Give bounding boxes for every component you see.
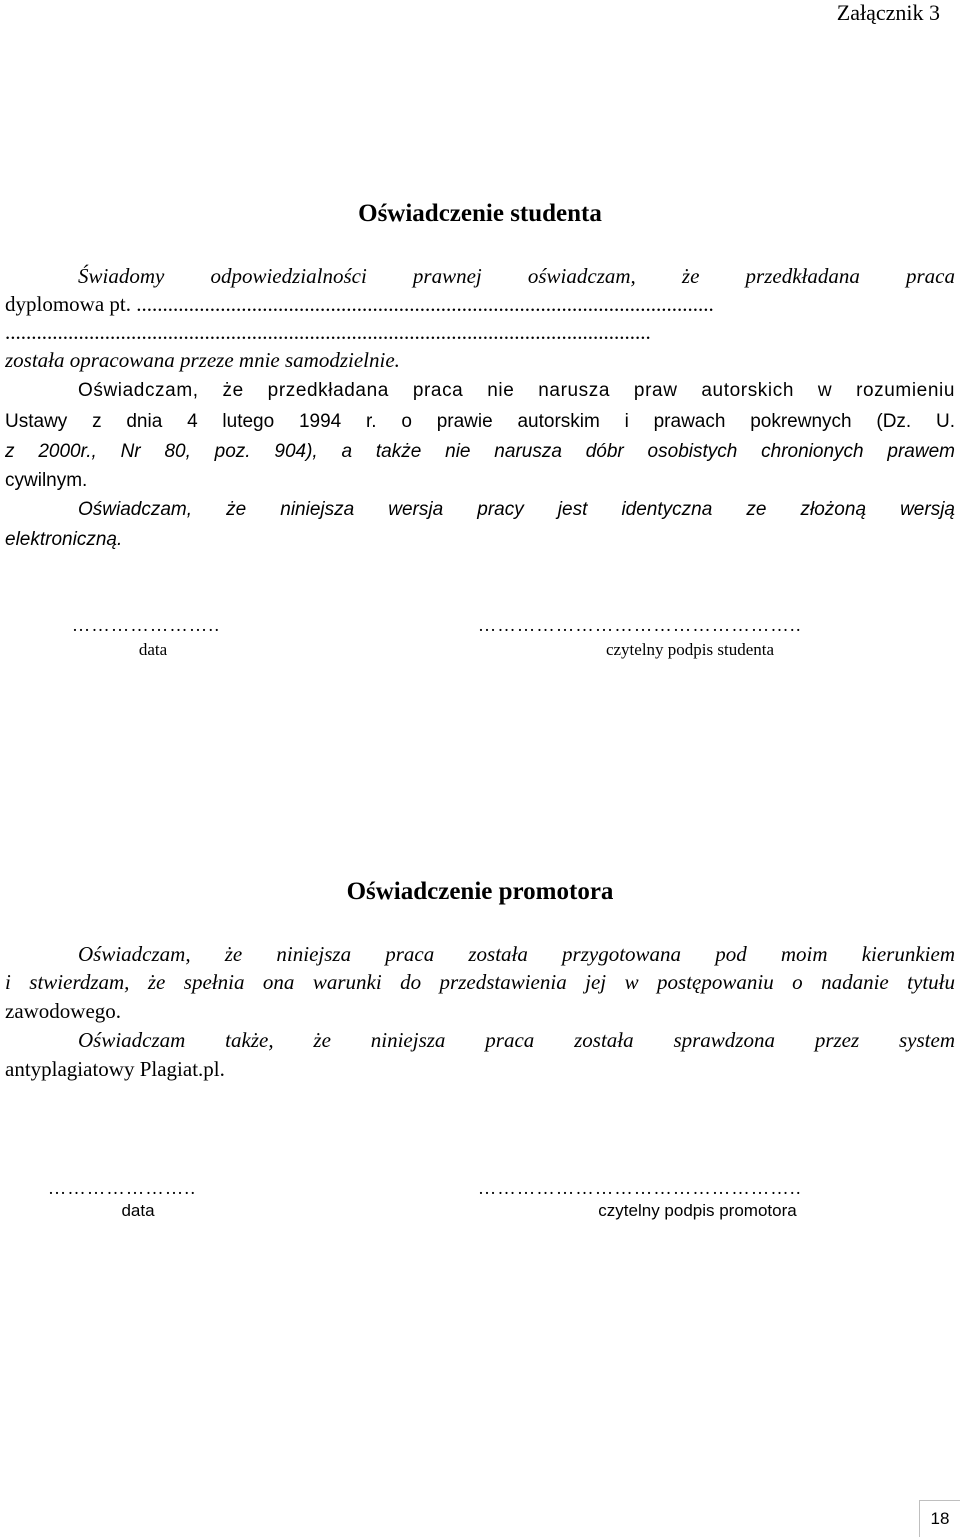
student-declaration-title: Oświadczenie studenta: [358, 200, 602, 227]
supervisor-line-2: i stwierdzam, że spełnia ona warunki do przedstawienia jej w postępowaniu o nadanie tytułu: [5, 970, 955, 994]
supervisor-signature-dots: …………………………………………..: [478, 1178, 802, 1198]
student-line-6: Ustawy z dnia 4 lutego 1994 r. o prawie autorskim i prawach pokrewnych (Dz. U.: [5, 411, 955, 432]
supervisor-signature-label: czytelny podpis promotora: [598, 1201, 797, 1220]
supervisor-line-5: antyplagiatowy Plagiat.pl.: [5, 1057, 225, 1081]
student-line-3: ...........................................................................................................................: [5, 320, 651, 344]
student-line-4: została opracowana przeze mnie samodzielnie.: [5, 348, 400, 372]
student-line-9: Oświadczam, że niniejsza wersja pracy jest identyczna ze złożoną wersją: [78, 499, 955, 520]
student-line-7: z 2000r., Nr 80, poz. 904), a także nie narusza dóbr osobistych chronionych prawem: [5, 441, 955, 462]
student-line-2: dyplomowa pt. ..............................................................................................................: [5, 292, 714, 316]
student-line-10: elektroniczną.: [5, 529, 123, 550]
supervisor-declaration-title: Oświadczenie promotora: [346, 878, 614, 905]
student-signature-label: czytelny podpis studenta: [605, 640, 775, 659]
student-date-dots: …………………..: [72, 615, 221, 635]
supervisor-date-dots: …………………..: [48, 1178, 197, 1198]
supervisor-date-label: data: [121, 1201, 155, 1220]
annex-label: Załącznik 3: [836, 0, 940, 25]
student-line-8: cywilnym.: [5, 470, 88, 491]
page-number: 18: [919, 1500, 960, 1537]
student-date-label: data: [138, 640, 168, 659]
supervisor-line-3: zawodowego.: [5, 999, 122, 1023]
student-line-5: Oświadczam, że przedkładana praca nie narusza praw autorskich w rozumieniu: [78, 380, 955, 401]
student-line-1: Świadomy odpowiedzialności prawnej oświadczam, że przedkładana praca: [78, 264, 955, 288]
student-signature-dots: …………………………………………..: [478, 615, 802, 635]
supervisor-line-4: Oświadczam także, że niniejsza praca została sprawdzona przez system: [78, 1028, 955, 1052]
supervisor-line-1: Oświadczam, że niniejsza praca została przygotowana pod moim kierunkiem: [78, 942, 955, 966]
